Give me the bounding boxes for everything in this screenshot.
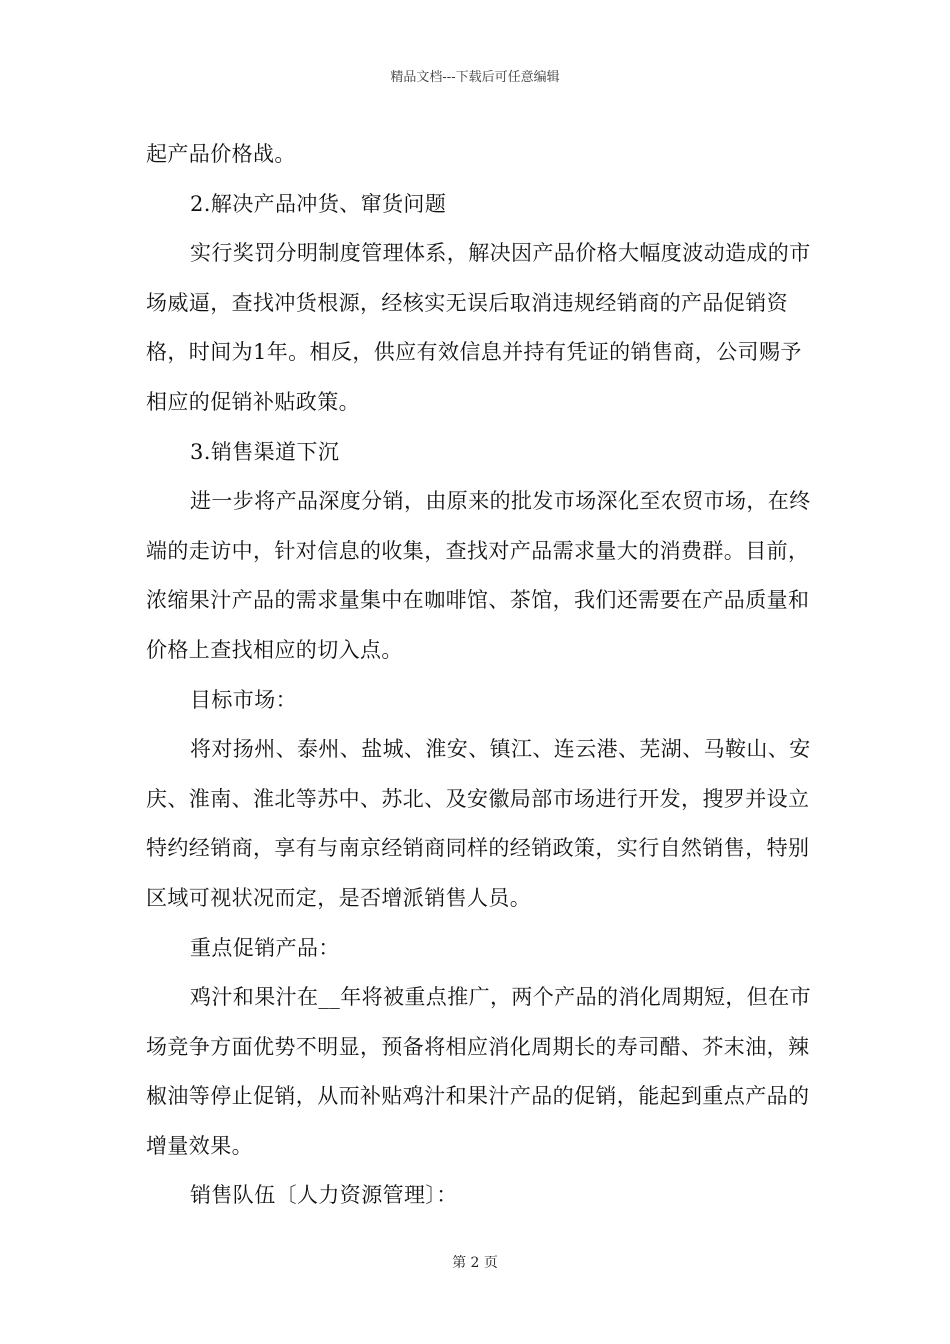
section-heading: 销售队伍〔人力资源管理〕： [190,1183,458,1208]
section-heading: 目标市场： [190,687,297,712]
page-header: 精品文档---下载后可任意编辑 [390,70,560,85]
section-heading: 2.解决产品冲货、窜货问题 [190,191,447,216]
paragraph: 实行奖罚分明制度管理体系，解决因产品价格大幅度波动造成的市场威逼，查找冲货根源，经核实无误后取消违规经销商的产品促销资格，时间为1年。相反，供应有效信息并持有凭证的销售商，公司赐予相应的促销补贴政策。 [146,241,811,414]
document-body [146,130,818,1221]
section-heading: 3.销售渠道下沉 [190,439,340,464]
paragraph: 鸡汁和果汁在__年将被重点推广，两个产品的消化周期短，但在市场竞争方面优势不明显，预备将相应消化周期长的寿司醋、芥末油，辣椒油等停止促销，从而补贴鸡汁和果汁产品的促销，能起到重点产品的增量效果。 [146,985,811,1158]
paragraph: 起产品价格战。 [146,142,296,166]
page-number: 第 2 页 [452,1255,498,1271]
paragraph: 进一步将产品深度分销，由原来的批发市场深化至农贸市场，在终端的走访中，针对信息的收集，查找对产品需求量大的消费群。目前，浓缩果汁产品的需求量集中在咖啡馆、茶馆，我们还需要在产品质量和价格上查找相应的切入点。 [146,489,811,662]
paragraph: 将对扬州、泰州、盐城、淮安、镇江、连云港、芜湖、马鞍山、安庆、淮南、淮北等苏中、苏北、及安徽局部市场进行开发，搜罗并设立特约经销商，享有与南京经销商同样的经销政策，实行自然销售，特别区域可视状况而定，是否增派销售人员。 [146,737,811,910]
section-heading: 重点促销产品： [190,935,340,960]
